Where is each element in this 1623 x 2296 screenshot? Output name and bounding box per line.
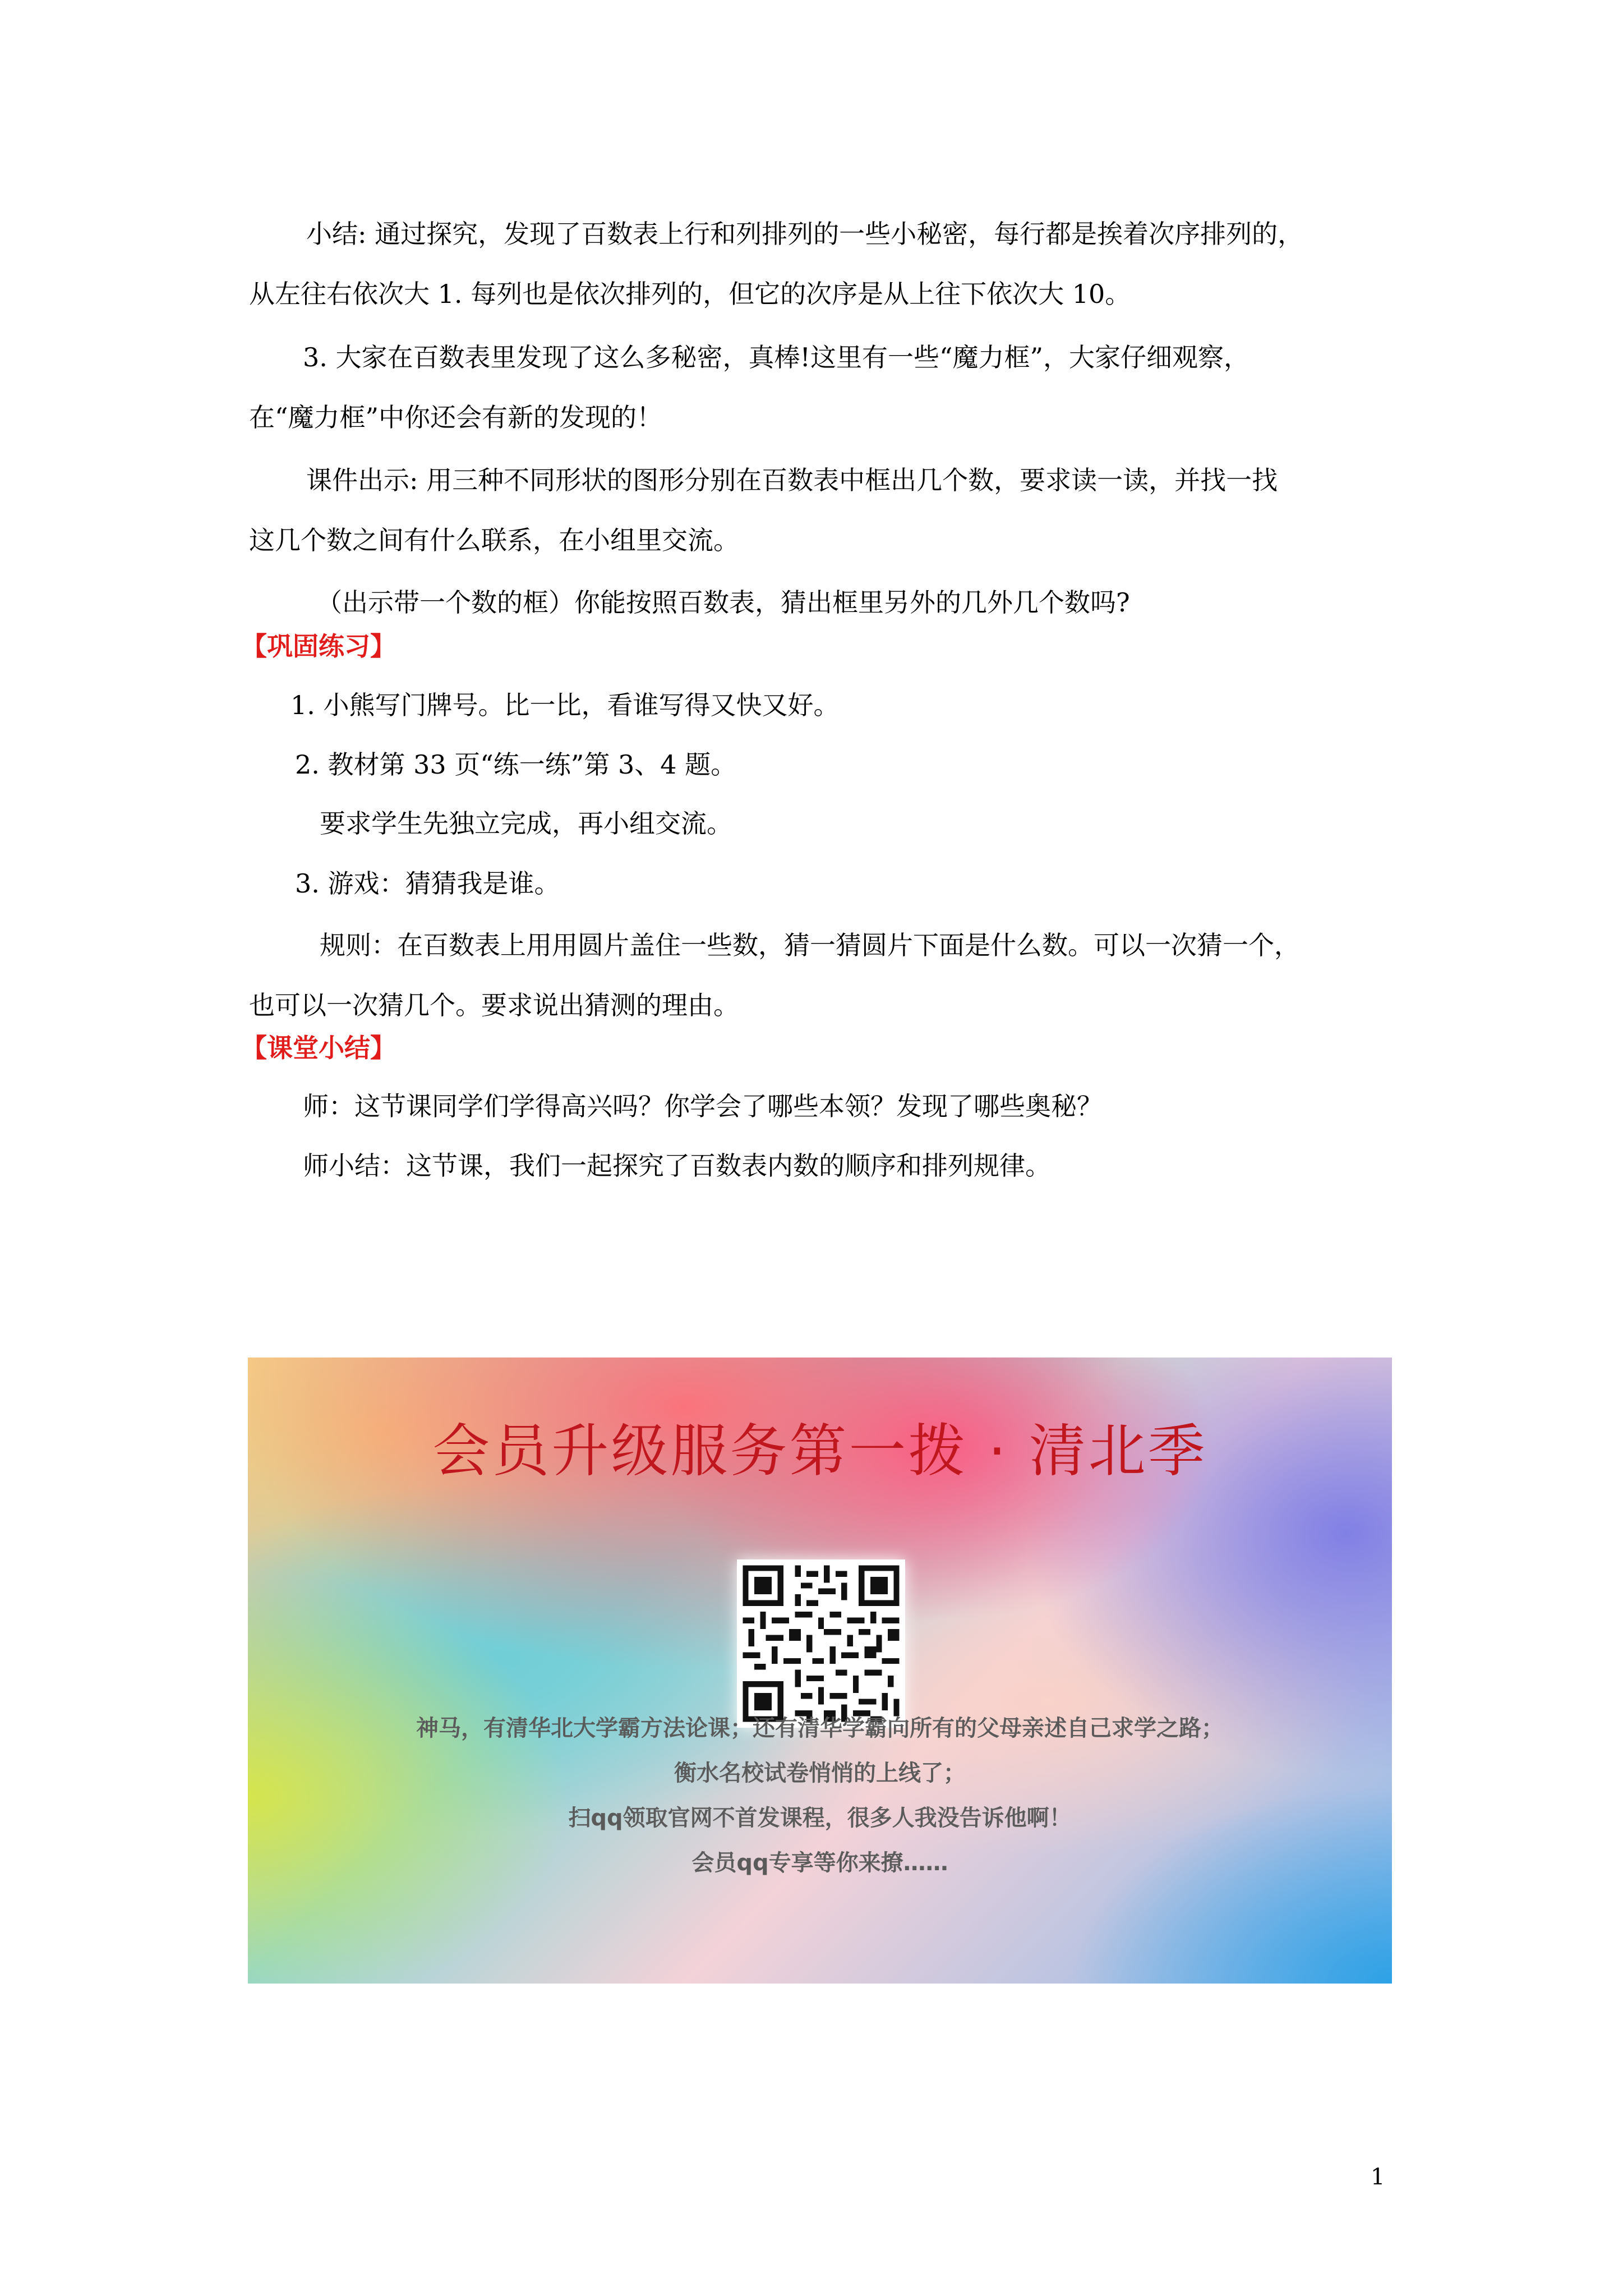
class-summary-heading: 【课堂小结】 — [241, 1033, 396, 1063]
practice-item-3: 3. 游戏：猜猜我是谁。 — [295, 868, 560, 899]
teacher-summary: 师小结：这节课，我们一起探究了百数表内数的顺序和排列规律。 — [303, 1151, 1051, 1181]
summary-paragraph-line-1: 小结: 通过探究，发现了百数表上行和列排列的一些小秘密，每行都是挨着次序排列的， — [306, 219, 1304, 249]
courseware-paragraph-line-1: 课件出示: 用三种不同形状的图形分别在百数表中框出几个数，要求读一读，并找一找 — [306, 465, 1278, 495]
banner-line-4: 会员qq专享等你来撩…… — [691, 1850, 948, 1876]
banner-title: 会员升级服务第一拨 · 清北季 — [432, 1418, 1207, 1485]
magic-box-paragraph-line-2: 在“魔力框”中你还会有新的发现的！ — [249, 402, 663, 432]
practice-item-2: 2. 教材第 33 页“练一练”第 3、4 题。 — [295, 749, 737, 780]
banner-line-1: 神马，有清华北大学霸方法论课；还有清华学霸向所有的父母亲述自己求学之路； — [416, 1715, 1224, 1741]
magic-box-paragraph-line-1: 3. 大家在百数表里发现了这么多秘密，真棒!这里有一些“魔力框”，大家仔细观察， — [303, 342, 1250, 372]
game-rules-line-2: 也可以一次猜几个。要求说出猜测的理由。 — [249, 990, 739, 1020]
page-number: 1 — [1371, 2164, 1385, 2190]
banner-line-2: 衡水名校试卷悄悄的上线了； — [674, 1760, 966, 1786]
teacher-question: 师：这节课同学们学得高兴吗？你学会了哪些本领？发现了哪些奥秘？ — [303, 1091, 1103, 1121]
courseware-paragraph-line-2: 这几个数之间有什么联系，在小组里交流。 — [249, 525, 739, 555]
banner-line-3: 扫qq领取官网不首发课程，很多人我没告诉他啊！ — [568, 1805, 1072, 1831]
practice-item-1: 1. 小熊写门牌号。比一比，看谁写得又快又好。 — [291, 690, 840, 720]
qr-code-icon[interactable] — [737, 1559, 905, 1728]
game-rules-line-1: 规则：在百数表上用用圆片盖住一些数，猜一猜圆片下面是什么数。可以一次猜一个， — [320, 930, 1300, 960]
guess-box-question: （出示带一个数的框）你能按照百数表，猜出框里另外的几外几个数吗? — [316, 587, 1130, 618]
practice-item-2-note: 要求学生先独立完成，再小组交流。 — [320, 808, 732, 839]
membership-banner[interactable] — [248, 1358, 1392, 1984]
summary-paragraph-line-2: 从左往右依次大 1. 每列也是依次排列的，但它的次序是从上往下依次大 10。 — [249, 279, 1131, 309]
practice-heading: 【巩固练习】 — [241, 631, 396, 661]
